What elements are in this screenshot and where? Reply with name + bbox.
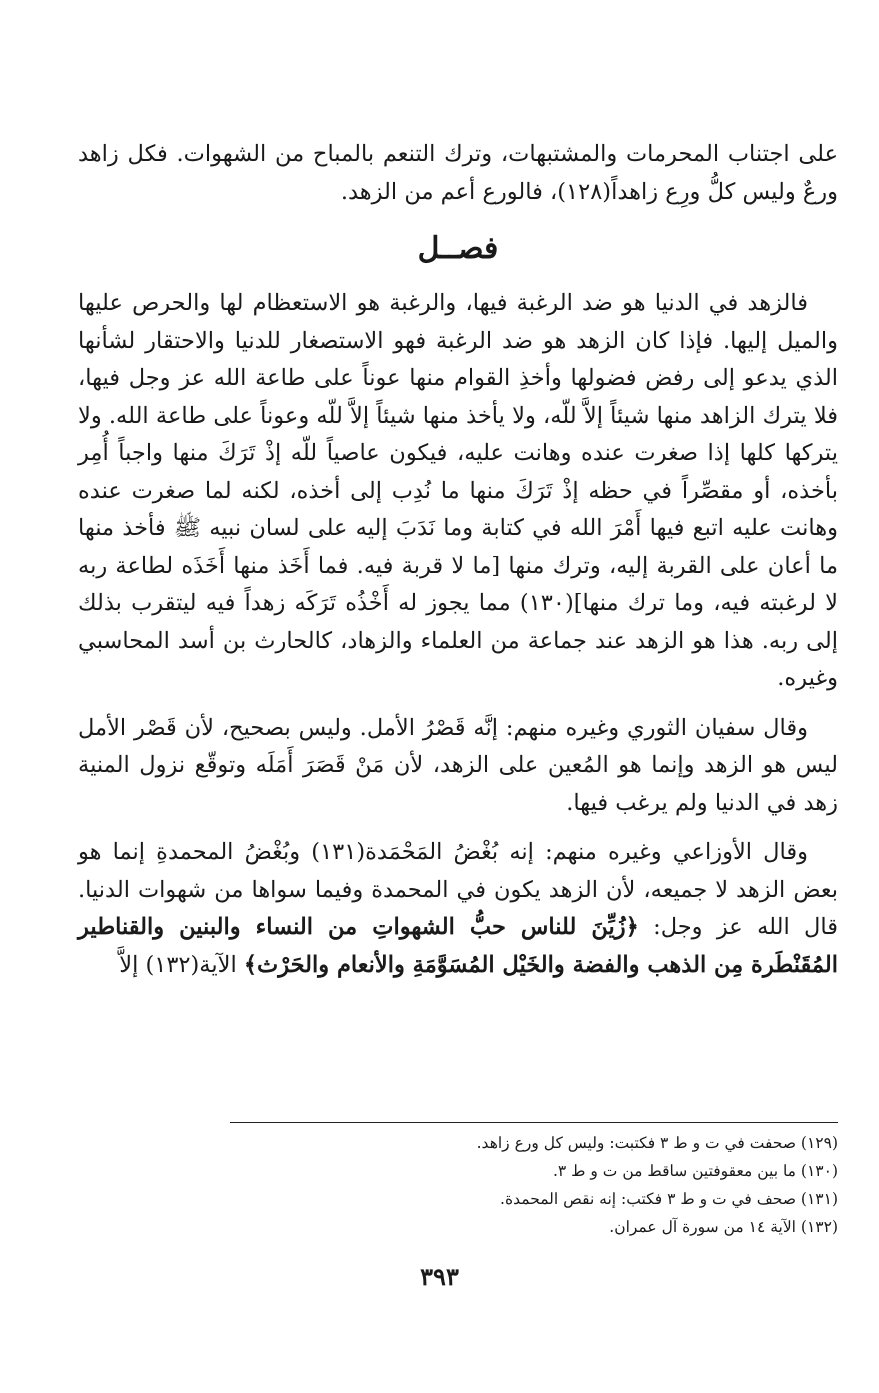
paragraph-sufyan: وقال سفيان الثوري وغيره منهم: إنَّه قَصْرُ الأمل. وليس بصحيح، لأن قَصْر الأمل ليس هو الزهد وإنما هو المُعين على الزهد، لأن مَنْ قَصَرَ أَمَلَه وتوقّع نزول المنية زهد في الدنيا ولم يرغب فيها. [78, 714, 838, 816]
footnote-131: (١٣١) صحف في ت و ط ٣ فكتب: إنه نقص المحمدة. [500, 1190, 838, 1208]
awzai-text-end: الآية(١٣٢) إلاَّ [119, 951, 244, 978]
footnotes [230, 1122, 838, 1241]
awzai-text: وقال الأوزاعي وغيره منهم: إنه بُغْضُ المَحْمَدة(١٣١) وبُغْضُ المحمدةِ إنما هو بعض الزهد لا جميعه، لأن الزهد يكون في المحمدة وفيما سواها من شهوات الدنيا. قال الله عز وجل: [78, 839, 838, 940]
paragraph-zuhd-definition: فالزهد في الدنيا هو ضد الرغبة فيها، والرغبة هو الاستعظام لها والحرص عليها والميل إليها. فإذا كان الزهد هو ضد الرغبة فهو الاستصغار للدنيا والاحتقار لشأنها الذي يدعو إلى رفض فضولها وأخذِ القوام منها عوناً على طاعة الله عز وجل فيها، فلا يترك الزاهد منها شيئاً إلاَّ للّه، ولا يأخذ منها شيئاً إلاَّ للّه وعوناً على طاعة الله. ولا يتركها كلها إذا صغرت عنده وهانت عليه، فيكون عاصياً للّه إذْ تَرَكَ منها واجباً أُمِر بأخذه، أو مقصِّراً في حظه إذْ تَرَكَ منها ما نُدِب إلى أخذه، لكنه لما صغرت عنده وهانت عليه اتبع فيها أَمْرَ الله في كتابة وما نَدَبَ إليه على لسان نبيه ﷺ فأخذ منها ما أعان على القربة إليه، وترك منها [ما لا قربة فيه. فما أَخَذ منها أَخَذَه لطاعة ربه لا لرغبته فيه، وما ترك منها](١٣٠) مما يجوز له أَخْذُه تَرَكَه زهداً فيه ليتقرب بذلك إلى ربه. هذا هو الزهد عند جماعة من العلماء والزهاد، كالحارث بن أسد المحاسبي وغيره. [78, 290, 838, 691]
footnote-129: (١٢٩) صحفت في ت و ط ٣ فكتبت: وليس كل ورع زاهد. [476, 1134, 838, 1152]
footnote-130: (١٣٠) ما بين معقوفتين ساقط من ت و ط ٣. [552, 1162, 838, 1180]
paragraph-awzai [78, 834, 838, 984]
page-number: ٣٩٣ [420, 1262, 459, 1291]
footnote-132: (١٣٢) الآية ١٤ من سورة آل عمران. [609, 1218, 838, 1236]
main-text [78, 136, 838, 984]
quran-quote: ﴿زُيِّنَ للناس حبُّ الشهواتِ من النساء والبنين والقناطير المُقَنْطَرة مِن الذهب والفضة والخَيْل المُسَوَّمَةِ والأنعام والحَرْث﴾ [78, 914, 838, 978]
section-heading: فصــل [417, 231, 499, 266]
intro-paragraph: على اجتناب المحرمات والمشتبهات، وترك التنعم بالمباح من الشهوات. فكل زاهد ورعٌ وليس كلُّ ورِع زاهداً(١٢٨)، فالورع أعم من الزهد. [78, 141, 838, 205]
